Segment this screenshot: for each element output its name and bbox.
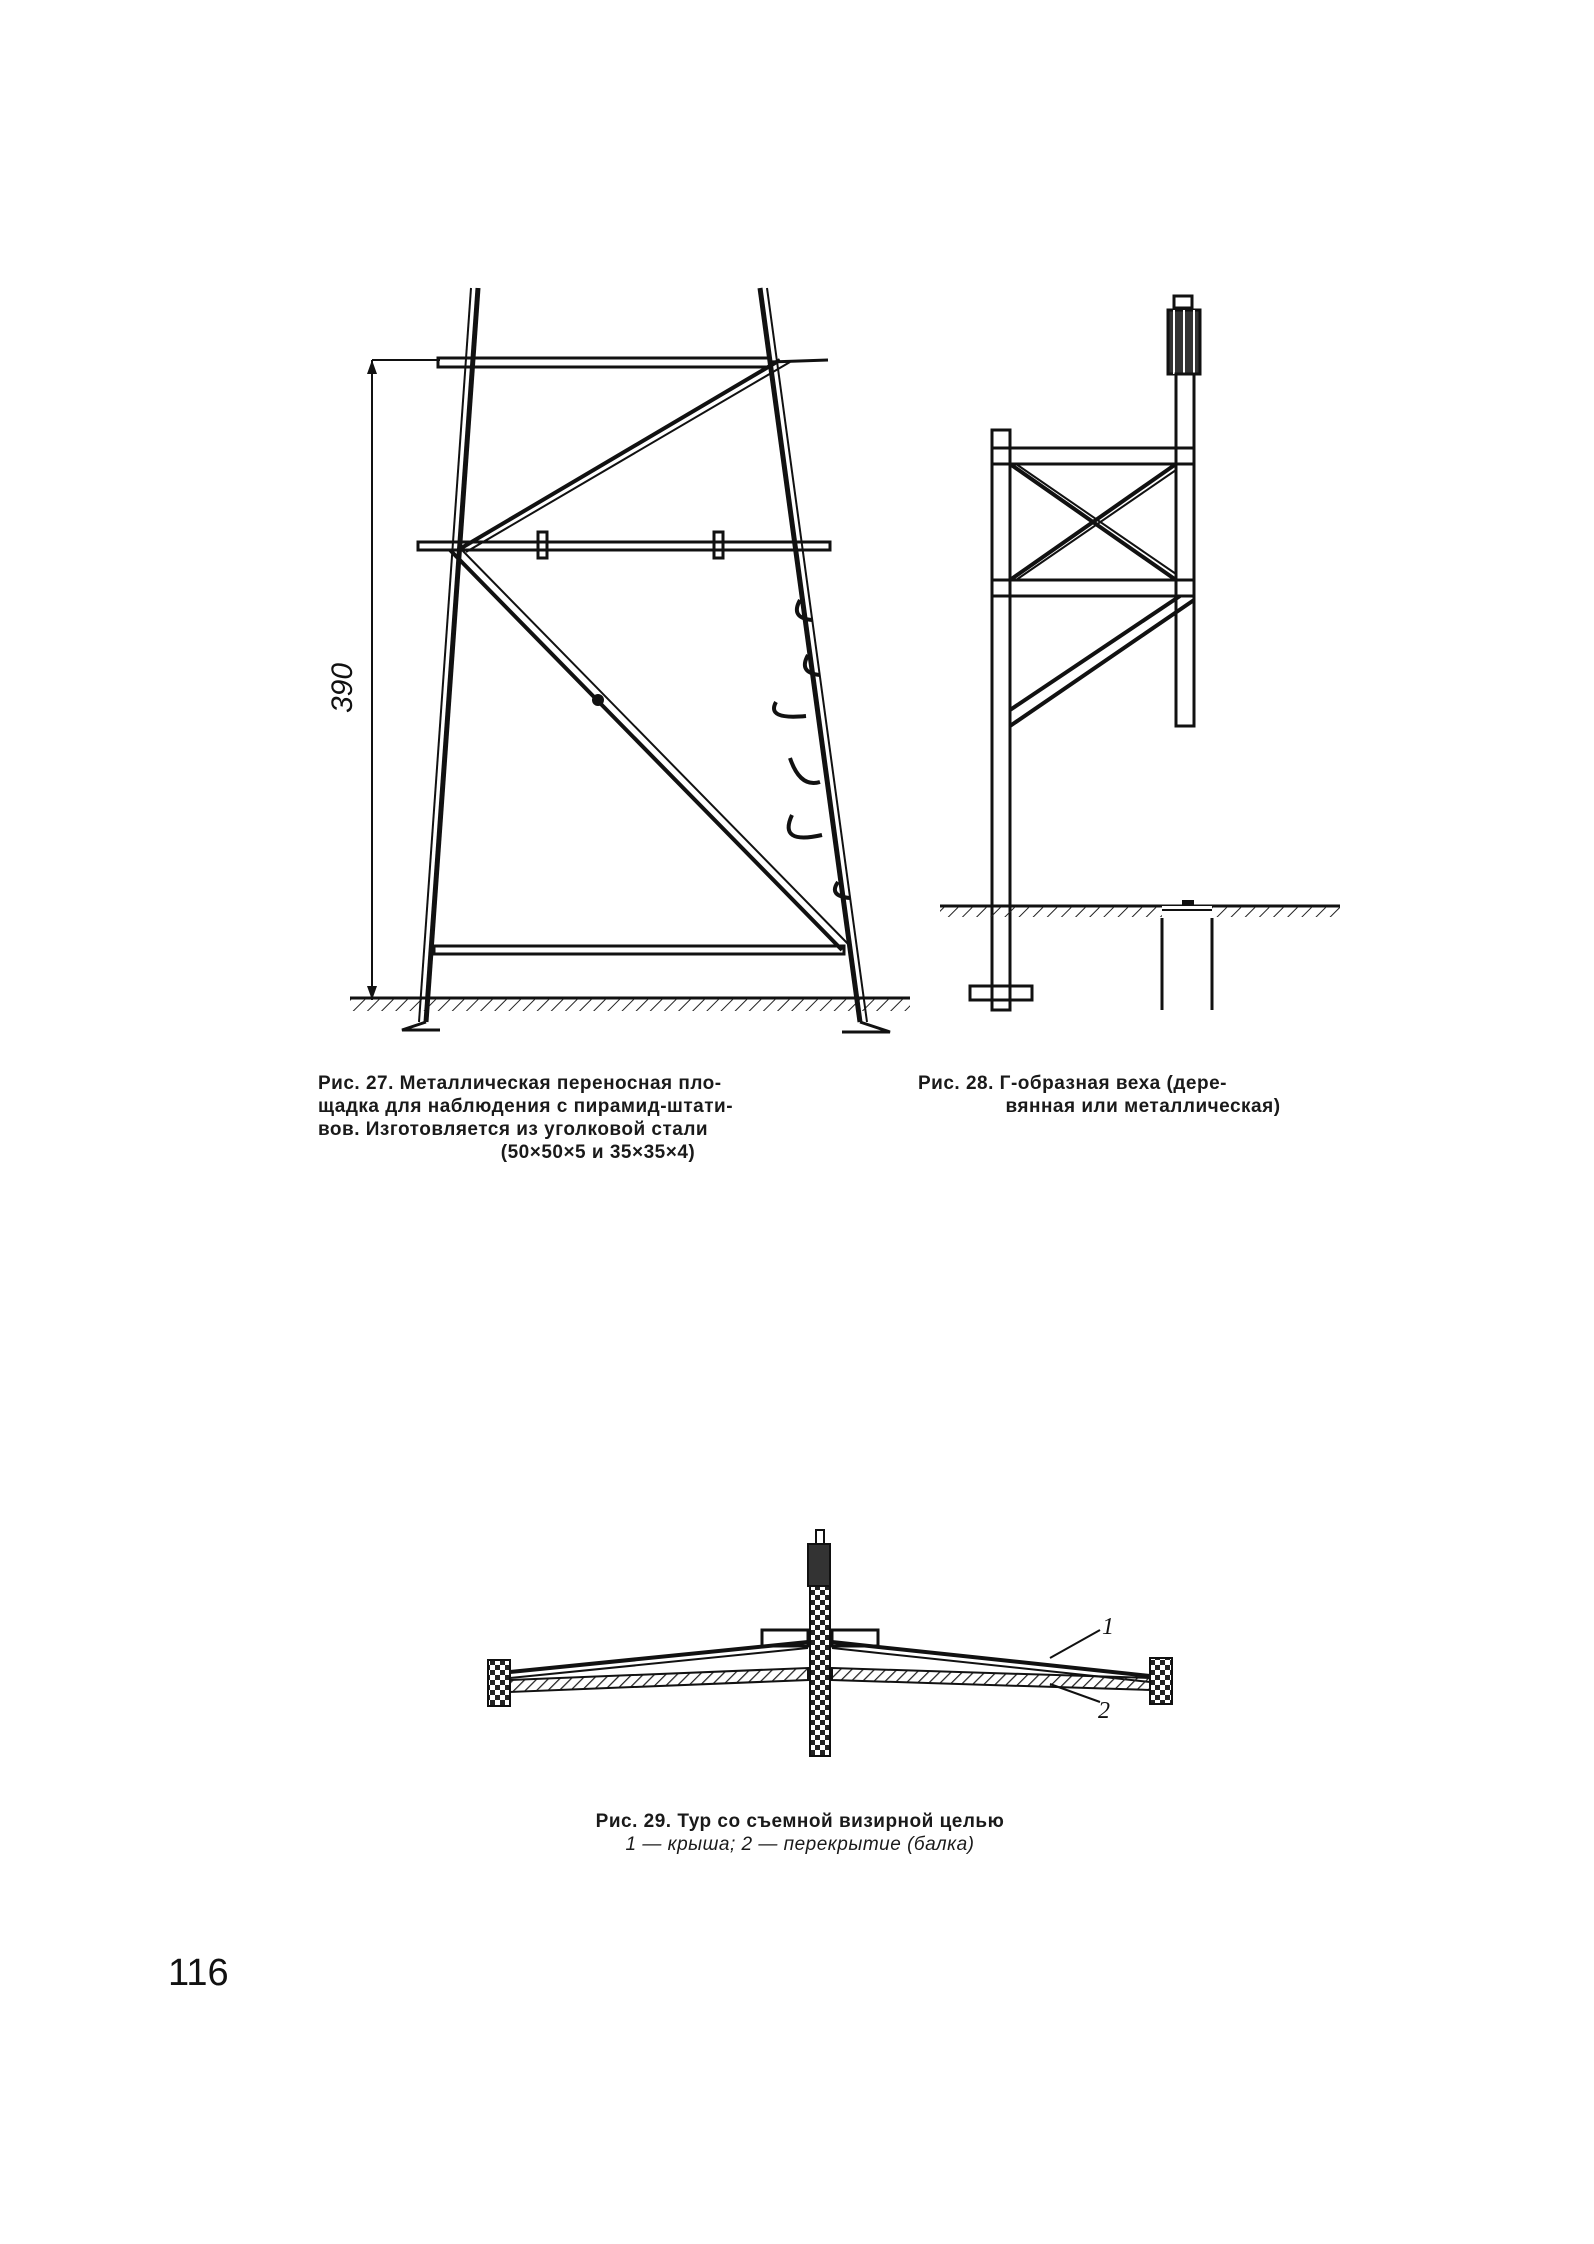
figure-29-drawing	[470, 1530, 1190, 1760]
lower-brace	[450, 550, 842, 950]
main-pole	[992, 430, 1010, 1010]
fig28-caption-line-2: вянная или металлическая)	[1005, 1096, 1281, 1117]
central-post	[810, 1586, 830, 1756]
beam-left	[510, 1668, 808, 1692]
fig29-caption	[460, 1810, 1140, 1856]
fig27-caption-line-2: щадка для наблюдения с пирамид-штати-	[318, 1096, 734, 1117]
fig27-caption-line-1: Рис. 27. Металлическая переносная пло-	[318, 1073, 722, 1094]
tower-right-leg	[760, 288, 867, 1022]
fig27-caption-line-3: вов. Изготовляется из уголковой стали	[318, 1119, 709, 1140]
fig29-caption-line-1: Рис. 29. Тур со съемной визирной целью	[595, 1811, 1005, 1832]
roof-left	[510, 1642, 808, 1672]
tower-left-leg	[419, 288, 478, 1022]
page-number: 116	[168, 1952, 229, 1994]
label-roof: 1	[1102, 1614, 1114, 1640]
upper-brace	[458, 360, 780, 550]
fig28-caption	[918, 1072, 1358, 1118]
figure-27-drawing	[326, 270, 930, 1050]
fig29-caption-line-2: 1 — крыша; 2 — перекрытие (балка)	[625, 1834, 975, 1855]
removable-target	[808, 1544, 830, 1586]
fig28-caption-line-1: Рис. 28. Г-образная веха (дере-	[918, 1073, 1227, 1094]
fig27-caption-line-4: (50×50×5 и 35×35×4)	[500, 1142, 696, 1163]
top-crossbar	[438, 358, 770, 367]
bottom-crossbar	[434, 946, 844, 954]
label-beam: 2	[1098, 1698, 1110, 1724]
dimension-label: 390	[326, 662, 359, 714]
fig27-caption	[318, 1072, 878, 1164]
figure-28-drawing	[930, 270, 1350, 1040]
